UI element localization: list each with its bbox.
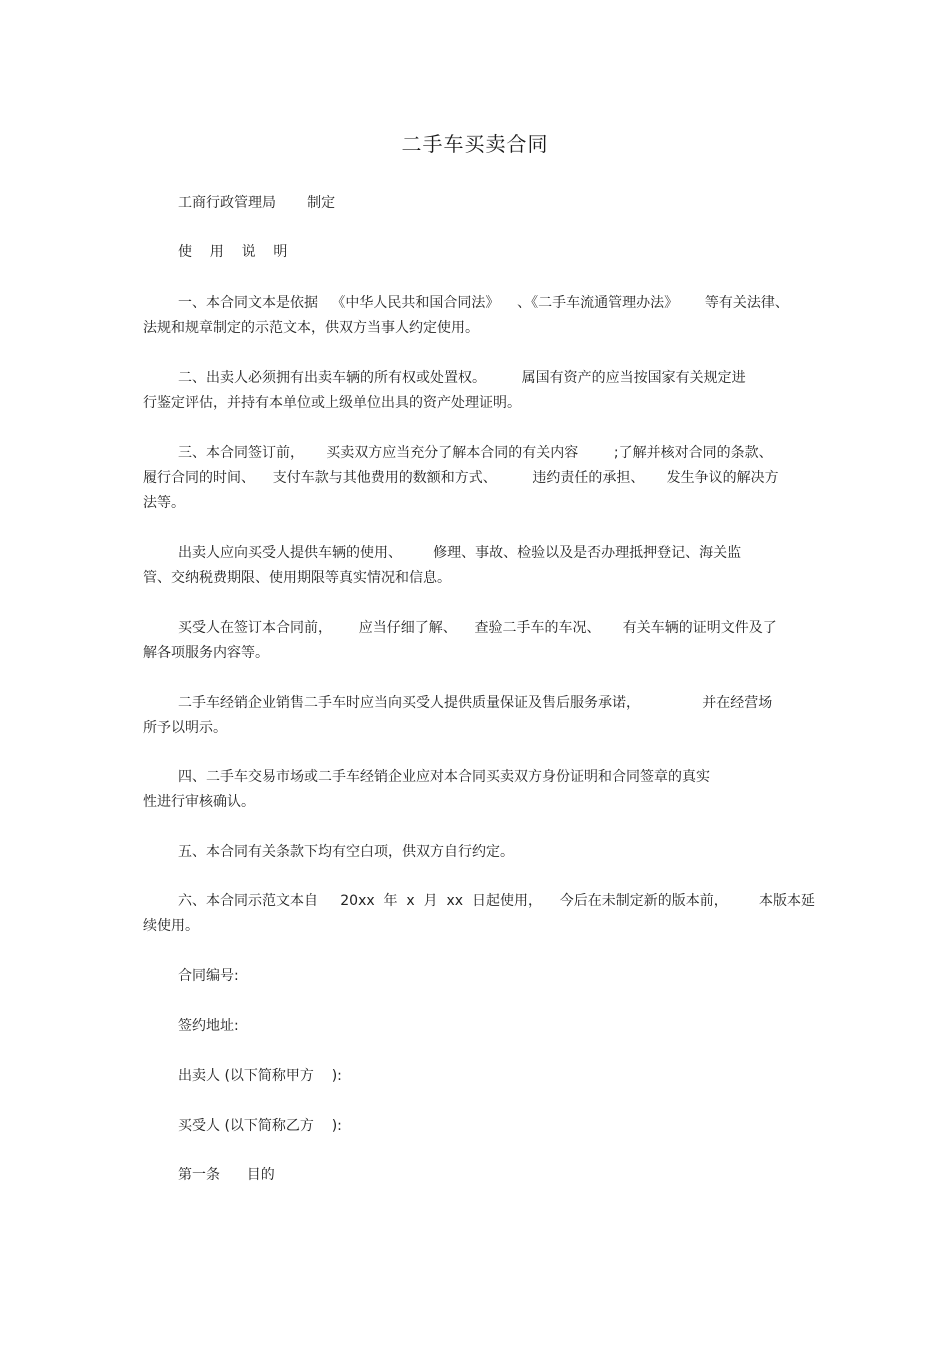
seller-field: 出卖人 (以下简称甲方 ): — [178, 1068, 342, 1084]
paragraph-line: 续使用。 — [143, 918, 199, 934]
paragraph-line: 所予以明示。 — [143, 720, 227, 736]
paragraph-line: 二手车经销企业销售二手车时应当向买受人提供质量保证及售后服务承诺， 并在经营场 — [178, 695, 773, 711]
paragraph-line: 解各项服务内容等。 — [143, 645, 269, 661]
signing-address-field: 签约地址: — [178, 1018, 239, 1034]
paragraph-line: 三、本合同签订前， 买卖双方应当充分了解本合同的有关内容 ;了解并核对合同的条款、 — [178, 445, 773, 461]
paragraph-line: 法规和规章制定的示范文本，供双方当事人约定使用。 — [143, 320, 479, 336]
paragraph-line: 二、出卖人必须拥有出卖车辆的所有权或处置权。 属国有资产的应当按国家有关规定进 — [178, 370, 746, 386]
paragraph-line: 六、本合同示范文本自 20xx 年 x 月 xx 日起使用， 今后在未制定新的版本前， 本版本延 — [178, 893, 815, 909]
article-one-heading: 第一条 目的 — [178, 1167, 275, 1183]
paragraph-line: 四、二手车交易市场或二手车经销企业应对本合同买卖双方身份证明和合同签章的真实 — [178, 769, 710, 785]
issuer-line: 工商行政管理局 制定 — [178, 195, 336, 211]
paragraph-line: 管、交纳税费期限、使用期限等真实情况和信息。 — [143, 570, 451, 586]
paragraph-line: 出卖人应向买受人提供车辆的使用、 修理、事故、检验以及是否办理抵押登记、海关监 — [178, 545, 742, 561]
document-title: 二手车买卖合同 — [401, 132, 549, 156]
paragraph-line: 履行合同的时间、 支付车款与其他费用的数额和方式、 违约责任的承担、 发生争议的解决方 — [143, 470, 779, 486]
paragraph-line: 法等。 — [143, 495, 185, 511]
paragraph-line: 行鉴定评估，并持有本单位或上级单位出具的资产处理证明。 — [143, 395, 521, 411]
buyer-field: 买受人 (以下简称乙方 ): — [178, 1118, 342, 1134]
usage-heading: 使 用 说 明 — [178, 244, 288, 260]
paragraph-line: 五、本合同有关条款下均有空白项，供双方自行约定。 — [178, 844, 514, 860]
contract-number-field: 合同编号: — [178, 968, 239, 984]
paragraph-line: 买受人在签订本合同前， 应当仔细了解、 查验二手车的车况、 有关车辆的证明文件及了 — [178, 620, 777, 636]
paragraph-line: 一、本合同文本是依据 《中华人民共和国合同法》 、《二手车流通管理办法》 等有关法律、 — [178, 295, 789, 311]
paragraph-line: 性进行审核确认。 — [143, 794, 255, 810]
